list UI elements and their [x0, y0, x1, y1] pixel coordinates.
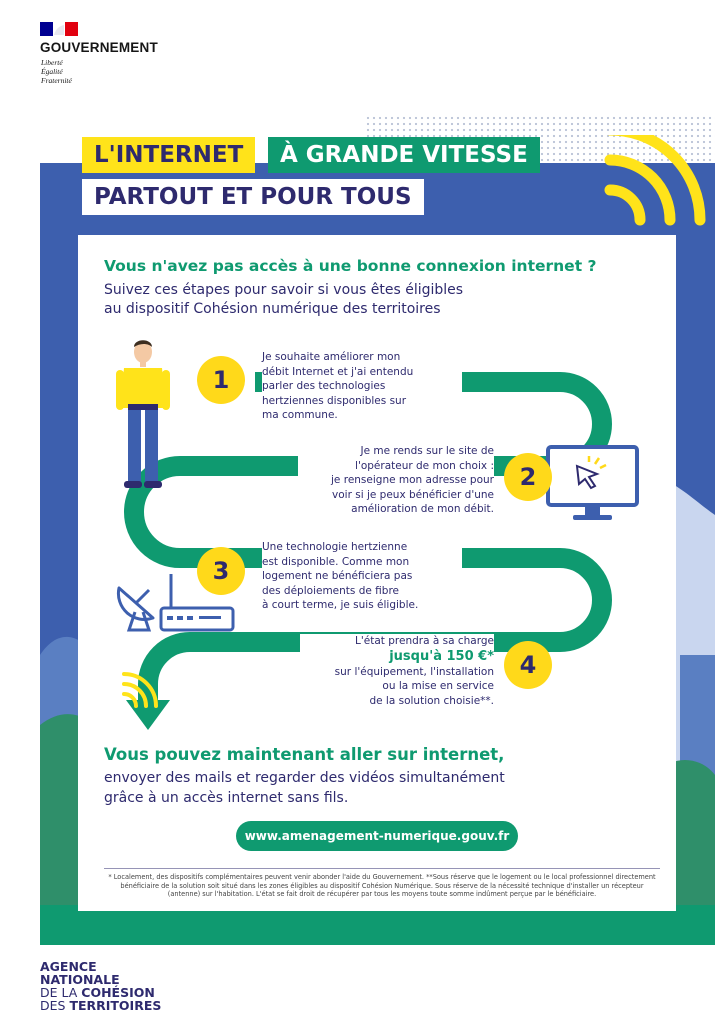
step-3-text: Une technologie hertzienne est disponible. Comme mon logement ne bénéficiera pas des déploiements de fibre à court terme, je suis éligible. [262, 540, 462, 613]
agency-line4-b: TERRITOIRES [69, 998, 162, 1013]
intro-subtitle-line1: Suivez ces étapes pour savoir si vous êtes éligibles [104, 282, 464, 298]
footnote-divider [104, 868, 660, 869]
agency-line3-b: COHÉSION [81, 985, 155, 1000]
website-link[interactable]: www.amenagement-numerique.gouv.fr [236, 821, 518, 851]
motto-fraternite: Fraternité [41, 76, 72, 85]
agency-logo [40, 960, 161, 1012]
step-4-block [300, 634, 494, 708]
step-4-highlight: jusqu'à 150 €* [389, 648, 494, 664]
intro-question: Vous n'avez pas accès à une bonne connexion internet ? [104, 257, 597, 275]
agency-line2: NATIONALE [40, 972, 120, 987]
step-4-text-after: sur l'équipement, l'installation ou la mise en service de la solution choisie**. [334, 665, 494, 707]
step-3-number: 3 [197, 547, 245, 595]
wifi-signal-icon [120, 670, 160, 710]
final-line1: envoyer des mails et regarder des vidéos simultanément [104, 770, 505, 786]
step-1-text: Je souhaite améliorer mon débit Internet et j'ai entendu parler des technologies hertziennes disponibles sur ma commune. [262, 350, 462, 423]
agency-line3-a: DE LA [40, 985, 82, 1000]
step-1-number: 1 [197, 356, 245, 404]
final-line2: grâce à un accès internet sans fils. [104, 790, 349, 806]
step-2-text: Je me rends sur le site de l'opérateur de mon choix : je renseigne mon adresse pour voir si je peux bénéficier d'une amélioration de mon débit. [298, 444, 494, 517]
title-internet: L'INTERNET [82, 137, 255, 173]
agency-line4-a: DES [40, 998, 70, 1013]
step-2-number: 2 [504, 453, 552, 501]
title-partout: PARTOUT ET POUR TOUS [82, 179, 424, 215]
motto-egalite: Égalité [41, 67, 63, 76]
title-grande-vitesse: À GRANDE VITESSE [268, 137, 540, 173]
agency-line4 [40, 999, 161, 1012]
intro-subtitle-line2: au dispositif Cohésion numérique des territoires [104, 301, 441, 317]
gov-title: GOUVERNEMENT [40, 40, 158, 55]
step-4-number: 4 [504, 641, 552, 689]
step-4-text-before: L'état prendra à sa charge [355, 635, 494, 647]
agency-line1: AGENCE [40, 959, 97, 974]
final-heading: Vous pouvez maintenant aller sur internet, [104, 745, 505, 764]
person-illustration-icon [112, 338, 172, 493]
motto-liberte: Liberté [41, 58, 63, 67]
footnote: * Localement, des dispositifs complémentaires peuvent venir abonder l'aide du Gouvernement. **Sous réserve que le logement ou le local professionnel directement bénéficiaire de la solution soit situé dans les zones éligibles au dispositif Cohésion Numérique. Sous réserve de la nécessité technique d'installer un récepteur (antenne) sur l'habitation. L'état se fait droit de récupérer par tous les moyens toute somme indûment perçue par le bénéficiaire. [108, 873, 656, 899]
monitor-cursor-icon [545, 444, 640, 526]
